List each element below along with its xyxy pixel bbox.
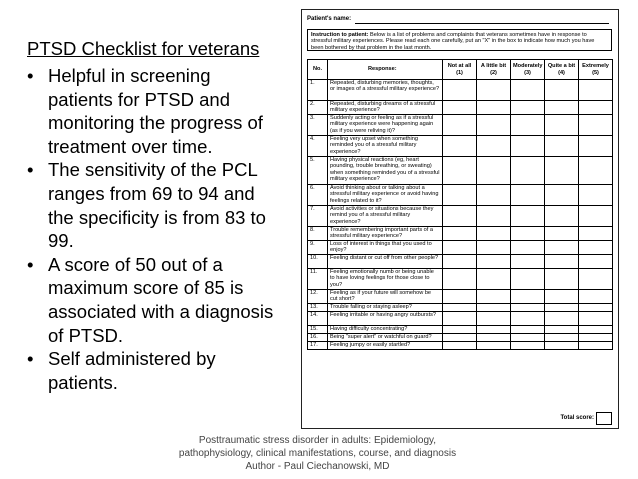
rating-checkbox[interactable] [477, 115, 511, 136]
rating-checkbox[interactable] [545, 290, 579, 304]
header-quite-a-bit: Quite a bit (4) [545, 60, 579, 80]
table-header-row [308, 60, 613, 80]
rating-checkbox[interactable] [545, 241, 579, 255]
rating-checkbox[interactable] [443, 80, 477, 101]
item-text: Feeling distant or cut off from other people? [328, 255, 443, 269]
item-number: 9. [308, 241, 328, 255]
header-no: No. [308, 60, 328, 80]
item-number: 17. [308, 342, 328, 350]
rating-checkbox[interactable] [545, 157, 579, 185]
rating-checkbox[interactable] [511, 312, 545, 326]
table-row [308, 115, 613, 136]
rating-checkbox[interactable] [477, 290, 511, 304]
rating-checkbox[interactable] [579, 290, 613, 304]
rating-checkbox[interactable] [545, 101, 579, 115]
rating-checkbox[interactable] [477, 157, 511, 185]
instruction-box [307, 29, 612, 51]
citation [160, 434, 475, 473]
table-row [308, 334, 613, 342]
rating-checkbox[interactable] [579, 115, 613, 136]
header-extremely: Extremely (5) [579, 60, 613, 80]
rating-checkbox[interactable] [443, 136, 477, 157]
rating-checkbox[interactable] [579, 334, 613, 342]
rating-checkbox[interactable] [579, 255, 613, 269]
table-row [308, 312, 613, 326]
item-number: 5. [308, 157, 328, 185]
item-text: Feeling jumpy or easily startled? [328, 342, 443, 350]
rating-checkbox[interactable] [443, 227, 477, 241]
rating-checkbox[interactable] [443, 185, 477, 206]
header-moderately: Moderately (3) [511, 60, 545, 80]
item-number: 12. [308, 290, 328, 304]
pcl-checklist-form [301, 9, 619, 429]
rating-checkbox[interactable] [579, 206, 613, 227]
item-text: Loss of interest in things that you used to enjoy? [328, 241, 443, 255]
item-number: 6. [308, 185, 328, 206]
rating-checkbox[interactable] [443, 241, 477, 255]
bullet-list [27, 64, 277, 394]
item-number: 15. [308, 326, 328, 334]
item-number: 13. [308, 304, 328, 312]
rating-checkbox[interactable] [579, 227, 613, 241]
table-row [308, 290, 613, 304]
checklist-table [307, 59, 613, 350]
rating-checkbox[interactable] [579, 269, 613, 290]
item-text: Suddenly acting or feeling as if a stressful military experience were happening again (as if you were reliving it)? [328, 115, 443, 136]
table-row [308, 185, 613, 206]
rating-checkbox[interactable] [477, 136, 511, 157]
item-text: Trouble falling or staying asleep? [328, 304, 443, 312]
rating-checkbox[interactable] [579, 304, 613, 312]
rating-checkbox[interactable] [511, 342, 545, 350]
rating-checkbox[interactable] [477, 326, 511, 334]
rating-checkbox[interactable] [545, 206, 579, 227]
table-row [308, 326, 613, 334]
table-row [308, 206, 613, 227]
rating-checkbox[interactable] [579, 185, 613, 206]
item-number: 14. [308, 312, 328, 326]
rating-checkbox[interactable] [545, 185, 579, 206]
header-a-little-bit: A little bit (2) [477, 60, 511, 80]
rating-checkbox[interactable] [511, 255, 545, 269]
rating-checkbox[interactable] [579, 157, 613, 185]
table-row [308, 136, 613, 157]
rating-checkbox[interactable] [545, 304, 579, 312]
table-row [308, 269, 613, 290]
table-row [308, 241, 613, 255]
rating-checkbox[interactable] [579, 326, 613, 334]
rating-checkbox[interactable] [443, 101, 477, 115]
rating-checkbox[interactable] [443, 312, 477, 326]
rating-checkbox[interactable] [477, 312, 511, 326]
rating-checkbox[interactable] [545, 80, 579, 101]
rating-checkbox[interactable] [477, 206, 511, 227]
item-text: Having difficulty concentrating? [328, 326, 443, 334]
rating-checkbox[interactable] [511, 326, 545, 334]
bullet-item: • A score of 50 out of a maximum score of 85 is associated with a diagnosis of PTSD. [27, 253, 277, 347]
patient-name-line [355, 23, 609, 24]
item-text: Feeling very upset when something reminded you of a stressful military experience? [328, 136, 443, 157]
header-response: Response: [328, 60, 443, 80]
table-row [308, 255, 613, 269]
rating-checkbox[interactable] [477, 304, 511, 312]
instruction-label: Instruction to patient: [311, 32, 369, 38]
rating-checkbox[interactable] [443, 206, 477, 227]
rating-checkbox[interactable] [511, 80, 545, 101]
rating-checkbox[interactable] [511, 334, 545, 342]
rating-checkbox[interactable] [511, 304, 545, 312]
rating-checkbox[interactable] [511, 136, 545, 157]
rating-checkbox[interactable] [511, 227, 545, 241]
rating-checkbox[interactable] [545, 227, 579, 241]
rating-checkbox[interactable] [511, 157, 545, 185]
rating-checkbox[interactable] [579, 80, 613, 101]
table-row [308, 101, 613, 115]
item-number: 1. [308, 80, 328, 101]
item-text: Repeated, disturbing memories, thoughts, or images of a stressful military experience? [328, 80, 443, 101]
rating-checkbox[interactable] [511, 269, 545, 290]
rating-checkbox[interactable] [477, 255, 511, 269]
item-number: 3. [308, 115, 328, 136]
rating-checkbox[interactable] [579, 342, 613, 350]
total-score-label: Total score: [560, 415, 594, 421]
rating-checkbox[interactable] [545, 342, 579, 350]
item-number: 10. [308, 255, 328, 269]
rating-checkbox[interactable] [545, 334, 579, 342]
rating-checkbox[interactable] [511, 115, 545, 136]
rating-checkbox[interactable] [443, 304, 477, 312]
table-row [308, 342, 613, 350]
total-score-box[interactable] [596, 412, 612, 425]
rating-checkbox[interactable] [545, 255, 579, 269]
rating-checkbox[interactable] [443, 334, 477, 342]
rating-checkbox[interactable] [477, 185, 511, 206]
rating-checkbox[interactable] [511, 206, 545, 227]
item-text: Avoid thinking about or talking about a stressful military experience or avoid having feelings related to it? [328, 185, 443, 206]
rating-checkbox[interactable] [511, 290, 545, 304]
item-text: Avoid activities or situations because they remind you of a stressful military experience? [328, 206, 443, 227]
item-number: 11. [308, 269, 328, 290]
rating-checkbox[interactable] [579, 101, 613, 115]
checklist-body [308, 80, 613, 350]
rating-checkbox[interactable] [545, 326, 579, 334]
patient-name-row [307, 16, 613, 25]
rating-checkbox[interactable] [477, 241, 511, 255]
rating-checkbox[interactable] [545, 136, 579, 157]
rating-checkbox[interactable] [545, 269, 579, 290]
item-text: Trouble remembering important parts of a stressful military experience? [328, 227, 443, 241]
slide-title: PTSD Checklist for veterans [27, 38, 260, 59]
rating-checkbox[interactable] [443, 326, 477, 334]
rating-checkbox[interactable] [545, 115, 579, 136]
item-text: Feeling irritable or having angry outbursts? [328, 312, 443, 326]
table-row [308, 227, 613, 241]
rating-checkbox[interactable] [443, 115, 477, 136]
item-number: 7. [308, 206, 328, 227]
instruction-text: Below is a list of problems and complaints that veterans sometimes have in response to stressful military experiences. Please read each one carefully, put an "X" in the box to indicate how much you have been bothered by that problem in the last month. [311, 32, 595, 51]
rating-checkbox[interactable] [477, 334, 511, 342]
item-number: 8. [308, 227, 328, 241]
rating-checkbox[interactable] [511, 241, 545, 255]
rating-checkbox[interactable] [443, 290, 477, 304]
citation-line: Author - Paul Ciechanowski, MD [245, 461, 390, 472]
item-number: 4. [308, 136, 328, 157]
citation-line: pathophysiology, clinical manifestations, course, and diagnosis [178, 448, 457, 459]
item-number: 16. [308, 334, 328, 342]
table-row [308, 80, 613, 101]
rating-checkbox[interactable] [477, 227, 511, 241]
item-text: Feeling emotionally numb or being unable to have loving feelings for those close to you? [328, 269, 443, 290]
rating-checkbox[interactable] [477, 101, 511, 115]
rating-checkbox[interactable] [511, 101, 545, 115]
rating-checkbox[interactable] [511, 185, 545, 206]
rating-checkbox[interactable] [443, 269, 477, 290]
rating-checkbox[interactable] [477, 269, 511, 290]
bullet-item: • Helpful in screening patients for PTSD and monitoring the progress of treatment over time. [27, 64, 277, 158]
rating-checkbox[interactable] [579, 312, 613, 326]
table-row [308, 304, 613, 312]
table-row [308, 157, 613, 185]
rating-checkbox[interactable] [477, 80, 511, 101]
header-not-at-all: Not at all (1) [443, 60, 477, 80]
citation-line: Posttraumatic stress disorder in adults: Epidemiology, [198, 435, 437, 446]
patient-name-label: Patient's name: [307, 16, 352, 22]
rating-checkbox[interactable] [579, 241, 613, 255]
rating-checkbox[interactable] [579, 136, 613, 157]
rating-checkbox[interactable] [443, 255, 477, 269]
item-text: Being "super alert" or watchful on guard? [328, 334, 443, 342]
item-text: Having physical reactions (eg, heart pounding, trouble breathing, or sweating) when something reminded you of a stressful military experience? [328, 157, 443, 185]
bullet-item: • The sensitivity of the PCL ranges from 69 to 94 and the specificity is from 83 to 99. [27, 158, 277, 252]
rating-checkbox[interactable] [477, 342, 511, 350]
item-text: Feeling as if your future will somehow be cut short? [328, 290, 443, 304]
rating-checkbox[interactable] [443, 342, 477, 350]
bullet-item: • Self administered by patients. [27, 347, 277, 394]
rating-checkbox[interactable] [443, 157, 477, 185]
item-number: 2. [308, 101, 328, 115]
item-text: Repeated, disturbing dreams of a stressful military experience? [328, 101, 443, 115]
rating-checkbox[interactable] [545, 312, 579, 326]
